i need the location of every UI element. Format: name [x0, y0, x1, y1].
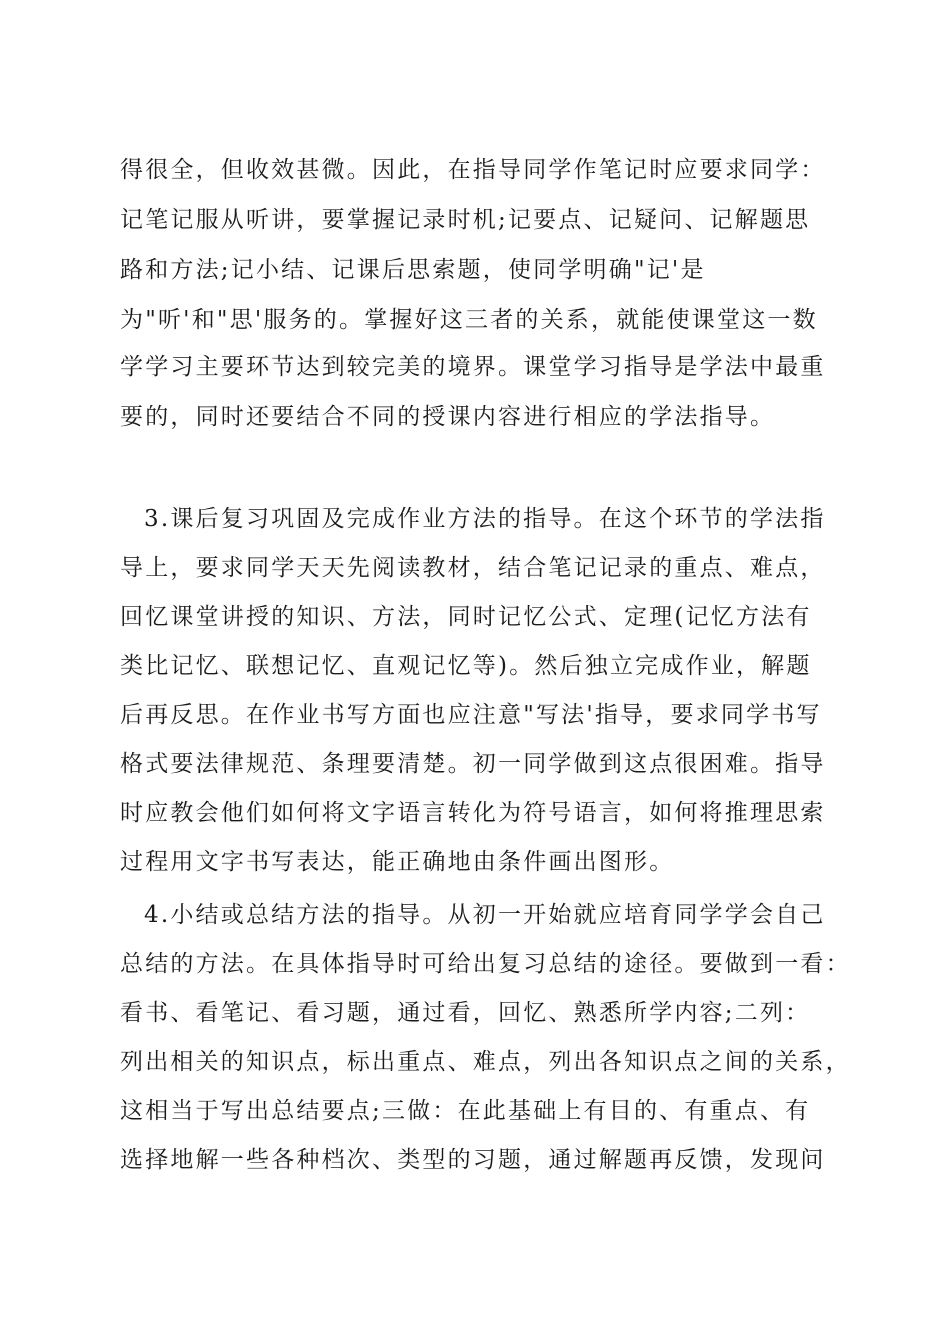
text-line: 4.小结或总结方法的指导。从初一开始就应培育同学学会自己 — [144, 902, 826, 928]
text-line: 3.课后复习巩固及完成作业方法的指导。在这个环节的学法指 — [144, 506, 826, 532]
text-line: 为"听'和"思'服务的。掌握好这三者的关系，就能使课堂这一数 — [120, 307, 818, 333]
text-line: 路和方法;记小结、记课后思索题，使同学明确"记'是 — [120, 257, 706, 283]
text-line: 时应教会他们如何将文字语言转化为符号语言，如何将推理思索 — [120, 800, 826, 826]
text-line: 选择地解一些各种档次、类型的习题，通过解题再反馈，发现问 — [120, 1147, 826, 1173]
text-line: 导上，要求同学天天先阅读教材，结合笔记记录的重点、难点， — [120, 555, 826, 581]
text-line: 要的，同时还要结合不同的授课内容进行相应的学法指导。 — [120, 404, 776, 430]
text-line: 格式要法律规范、条理要清楚。初一同学做到这点很困难。指导 — [120, 751, 826, 777]
text-line: 列出相关的知识点，标出重点、难点，列出各知识点之间的关系， — [120, 1049, 851, 1075]
text-line: 后再反思。在作业书写方面也应注意"写法'指导，要求同学书写 — [120, 702, 822, 728]
text-line: 记笔记服从听讲，要掌握记录时机;记要点、记疑问、记解题思 — [120, 207, 811, 233]
text-line: 过程用文字书写表达，能正确地由条件画出图形。 — [120, 849, 675, 875]
text-line: 类比记忆、联想记忆、直观记忆等)。然后独立完成作业，解题 — [120, 653, 812, 679]
text-line: 得很全，但收效甚微。因此，在指导同学作笔记时应要求同学： — [120, 157, 826, 183]
text-line: 这相当于写出总结要点;三做：在此基础上有目的、有重点、有 — [120, 1098, 811, 1124]
text-line: 回忆课堂讲授的知识、方法，同时记忆公式、定理(记忆方法有 — [120, 604, 812, 630]
text-line: 看书、看笔记、看习题，通过看，回忆、熟悉所学内容;二列： — [120, 1000, 811, 1026]
text-line: 总结的方法。在具体指导时可给出复习总结的途径。要做到一看： — [120, 951, 851, 977]
text-line: 学学习主要环节达到较完美的境界。课堂学习指导是学法中最重 — [120, 354, 826, 380]
